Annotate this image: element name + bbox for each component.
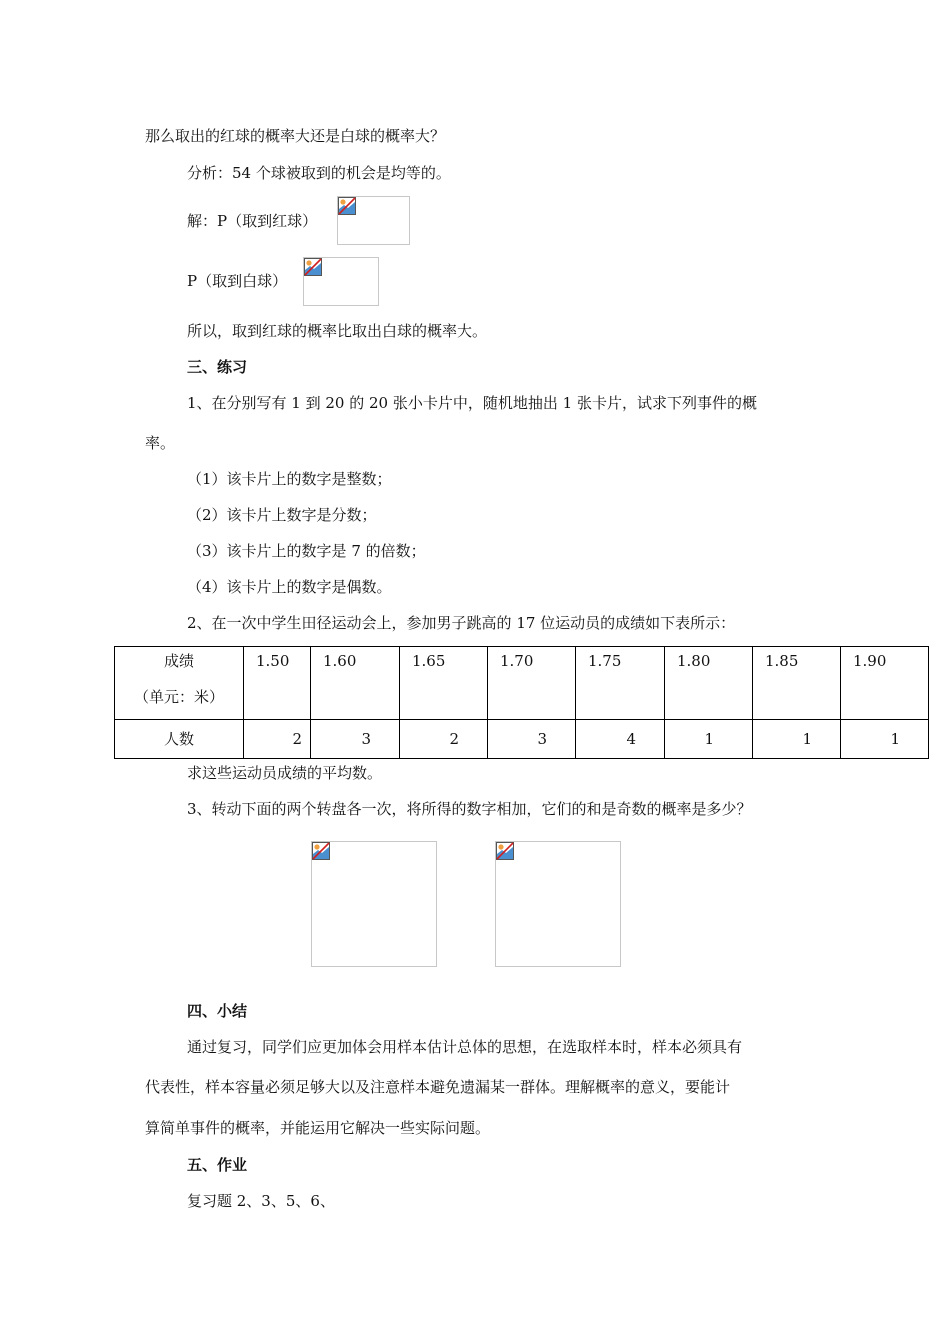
text-line: 3、转动下面的两个转盘各一次，将所得的数字相加，它们的和是奇数的概率是多少？	[187, 800, 752, 818]
text-line: 率。	[145, 434, 176, 452]
text-line: 求这些运动员成绩的平均数。	[187, 764, 383, 782]
header-unit: （单元：米）	[133, 688, 224, 706]
table-row	[115, 720, 929, 759]
text-line: 解：P（取到红球）	[187, 212, 318, 230]
value-cell: 1.50	[244, 647, 311, 720]
value-cell: 1.90	[841, 647, 929, 720]
broken-image-icon	[304, 258, 322, 276]
text-line: 复习题 2、3、5、6、	[187, 1192, 335, 1210]
text-line: 所以，取到红球的概率比取出白球的概率大。	[187, 322, 488, 340]
count-cell: 4	[576, 720, 665, 759]
count-cell: 1	[841, 720, 929, 759]
value-cell: 1.65	[400, 647, 488, 720]
text-line: P（取到白球）	[187, 272, 288, 290]
section-heading: 五、作业	[187, 1156, 248, 1174]
value-cell: 1.70	[488, 647, 576, 720]
text-line: 分析：54 个球被取到的机会是均等的。	[187, 164, 451, 182]
spinner-image-left	[311, 841, 437, 967]
sub-question: （4）该卡片上的数字是偶数。	[187, 578, 392, 596]
header-label: 成绩	[163, 652, 194, 670]
text-line: 算简单事件的概率，并能运用它解决一些实际问题。	[145, 1119, 491, 1137]
text-line: 通过复习，同学们应更加体会用样本估计总体的思想，在选取样本时，样本必须具有	[187, 1038, 743, 1056]
count-label-cell: 人数	[115, 720, 244, 759]
text-line: 那么取出的红球的概率大还是白球的概率大？	[145, 127, 446, 145]
count-cell: 3	[488, 720, 576, 759]
count-cell: 1	[665, 720, 753, 759]
broken-image-icon	[312, 842, 330, 860]
header-cell	[115, 647, 244, 720]
value-cell: 1.80	[665, 647, 753, 720]
sub-question: （2）该卡片上数字是分数；	[187, 506, 377, 524]
value-cell: 1.60	[311, 647, 400, 720]
count-cell: 2	[400, 720, 488, 759]
count-cell: 3	[311, 720, 400, 759]
formula-image-red	[337, 196, 410, 245]
table-row	[115, 647, 929, 720]
sub-question: （3）该卡片上的数字是 7 的倍数；	[187, 542, 426, 560]
scores-table	[114, 646, 929, 759]
value-cell: 1.85	[753, 647, 841, 720]
broken-image-icon	[496, 842, 514, 860]
count-cell: 2	[244, 720, 311, 759]
value-cell: 1.75	[576, 647, 665, 720]
formula-image-white	[303, 257, 379, 306]
spinner-image-right	[495, 841, 621, 967]
text-line: 2、在一次中学生田径运动会上，参加男子跳高的 17 位运动员的成绩如下表所示：	[187, 614, 736, 632]
broken-image-icon	[338, 197, 356, 215]
sub-question: （1）该卡片上的数字是整数；	[187, 470, 392, 488]
text-line: 代表性，样本容量必须足够大以及注意样本避免遗漏某一群体。理解概率的意义，要能计	[145, 1078, 731, 1096]
section-heading: 四、小结	[187, 1002, 248, 1020]
count-cell: 1	[753, 720, 841, 759]
section-heading: 三、练习	[187, 358, 248, 376]
text-line: 1、在分别写有 1 到 20 的 20 张小卡片中，随机地抽出 1 张卡片，试求下列事件的概	[187, 394, 757, 412]
